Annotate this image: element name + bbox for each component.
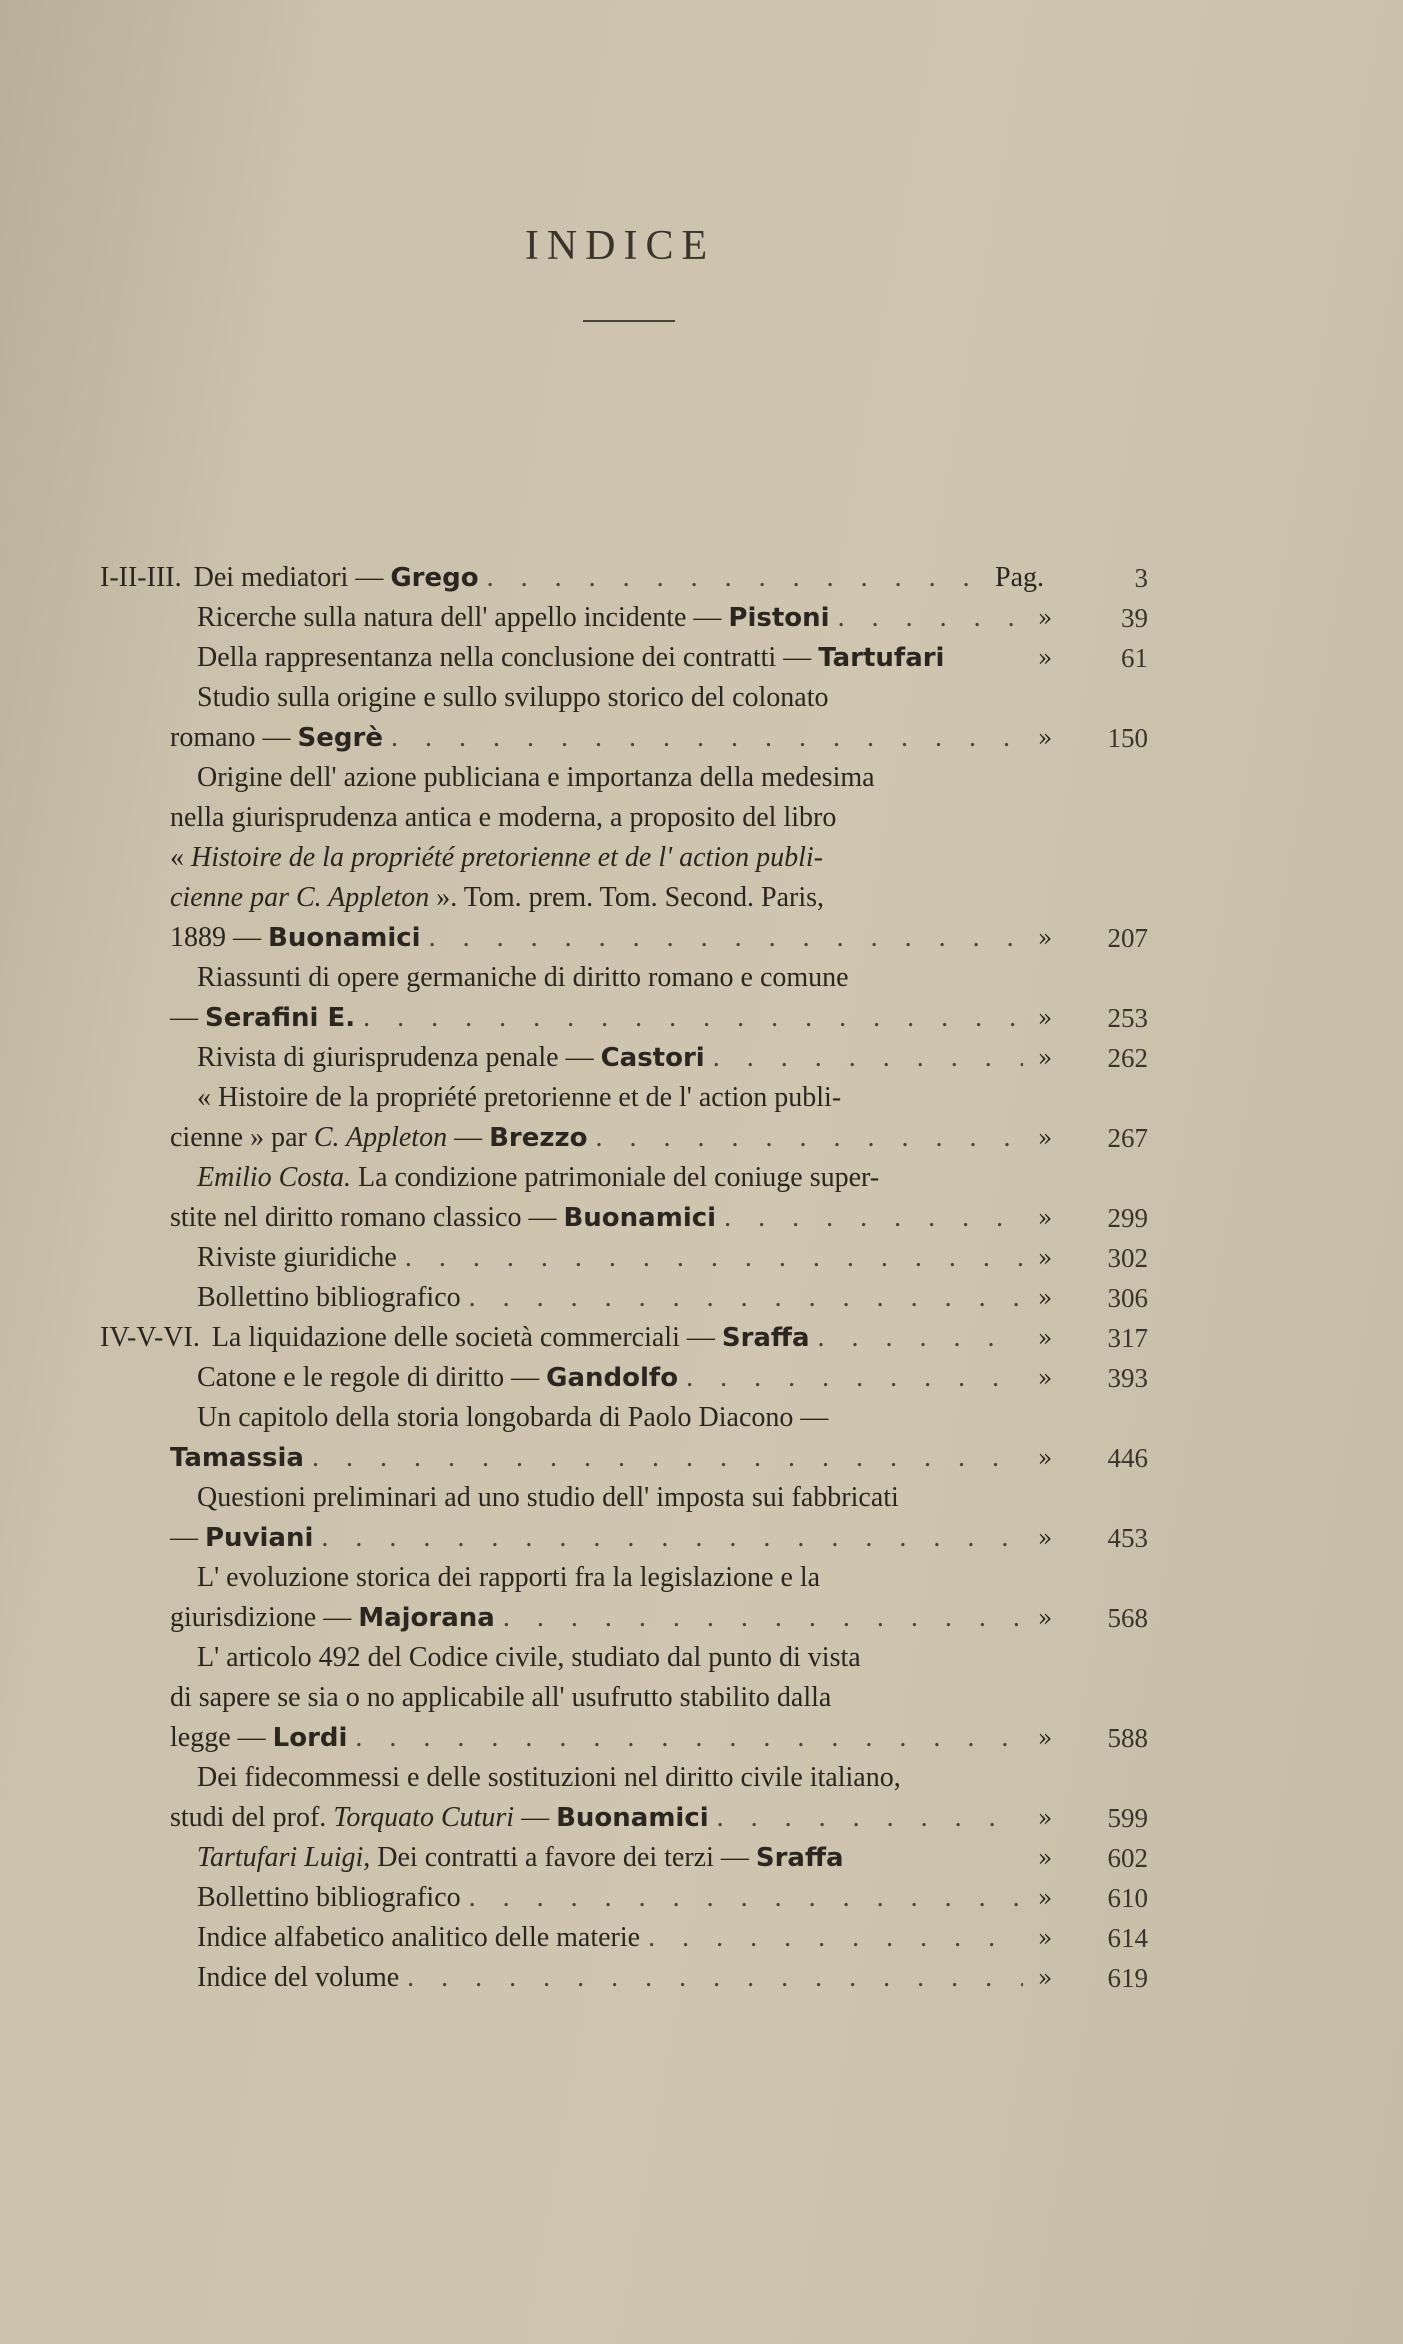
entry-title-segment: — <box>447 1122 490 1153</box>
entry-title-segment: Riassunti di opere germaniche di diritto romano e comune <box>197 962 849 993</box>
entry-title-segment: — <box>514 1802 557 1833</box>
toc-entry-text <box>197 1478 1170 1518</box>
toc-line <box>0 1478 1403 1518</box>
entry-title-segment: L' evoluzione storica dei rapporti fra la legislazione e la <box>197 1562 821 1593</box>
entry-title-segment: Origine dell' azione publiciana e importanza della medesima <box>197 762 875 793</box>
toc-line <box>0 1278 1403 1318</box>
toc-line <box>0 1598 1403 1638</box>
author-name: Serafini E. <box>205 1003 356 1033</box>
author-name: Buonamici <box>268 923 421 953</box>
toc-entry-text <box>170 1438 1023 1478</box>
author-name: Majorana <box>358 1603 495 1633</box>
ditto-mark: » <box>1037 724 1053 752</box>
page-number: 602 <box>1107 1843 1148 1873</box>
dot-leader <box>818 1318 1023 1358</box>
entry-title-segment: Questioni preliminari ad uno studio dell' imposta sui fabbricati <box>197 1482 899 1513</box>
entry-title-segment: Della rappresentanza nella conclusione dei contratti — <box>197 642 819 673</box>
ditto-mark: » <box>1037 1284 1053 1312</box>
toc-entry-text <box>197 1918 1023 1958</box>
page-number: 262 <box>1107 1043 1148 1073</box>
toc-entry-text <box>197 1078 1170 1118</box>
toc-entry-text <box>197 958 1170 998</box>
entry-title-segment: stite nel diritto romano classico — <box>170 1202 564 1233</box>
author-name: Segrè <box>297 723 383 753</box>
toc-entry-text <box>100 1318 1023 1358</box>
entry-title-segment: 1889 — <box>170 922 268 953</box>
ditto-mark: » <box>1037 1364 1053 1392</box>
ditto-mark: » <box>1037 1724 1053 1752</box>
toc-line <box>0 918 1403 958</box>
toc-entry-text <box>197 1158 1170 1198</box>
entry-title-segment: L' articolo 492 del Codice civile, studiato dal punto di vista <box>197 1642 861 1673</box>
toc-entry-text <box>197 638 1023 678</box>
toc-entry-text <box>197 758 1170 798</box>
author-name: Sraffa <box>721 1323 810 1353</box>
issue-number: I-II-III. <box>100 562 182 593</box>
author-name: Grego <box>390 563 479 593</box>
page-number: 453 <box>1107 1523 1148 1553</box>
entry-title-segment: Studio sulla origine e sullo sviluppo storico del colonato <box>197 682 829 713</box>
ditto-mark: » <box>1037 1004 1053 1032</box>
ditto-mark: » <box>1037 1884 1053 1912</box>
toc-line <box>0 638 1403 678</box>
entry-title-segment: cienne » par <box>170 1122 314 1153</box>
toc-line <box>0 1398 1403 1438</box>
toc-entry-text <box>170 838 1170 878</box>
toc-line <box>0 1798 1403 1838</box>
page-number: 619 <box>1107 1963 1148 1993</box>
entry-title-segment: La condizione patrimoniale del coniuge super- <box>351 1162 880 1193</box>
toc-line <box>0 1518 1403 1558</box>
dot-leader <box>429 918 1023 958</box>
dot-leader <box>503 1598 1023 1638</box>
entry-title-segment: Dei fidecommessi e delle sostituzioni nel diritto civile italiano, <box>197 1762 901 1793</box>
toc-line <box>0 718 1403 758</box>
author-name: Tamassia <box>170 1443 304 1473</box>
ditto-mark: » <box>1037 1124 1053 1152</box>
toc-entry-text <box>197 1358 1023 1398</box>
toc-line <box>0 678 1403 718</box>
toc-entry-text <box>170 798 1170 838</box>
toc-line <box>0 1318 1403 1358</box>
author-name: Brezzo <box>489 1123 588 1153</box>
entry-title-segment: « Histoire de la propriété pretorienne et de l' action publi- <box>197 1082 842 1113</box>
toc-entry-text <box>197 1878 1023 1918</box>
toc-line <box>0 1198 1403 1238</box>
ditto-mark: » <box>1037 924 1053 952</box>
dot-leader <box>648 1918 1023 1958</box>
toc-entry-text <box>170 1678 1170 1718</box>
toc-line <box>0 1238 1403 1278</box>
page-title: INDICE <box>524 223 716 269</box>
entry-title-segment: Emilio Costa. <box>197 1162 352 1193</box>
dot-leader <box>724 1198 1023 1238</box>
toc-entry-text <box>100 558 1023 598</box>
ditto-mark: » <box>1037 1044 1053 1072</box>
toc-entry-text <box>197 1038 1023 1078</box>
toc-line <box>0 1038 1403 1078</box>
entry-title-segment: C. Appleton <box>313 1122 448 1153</box>
dot-leader <box>355 1718 1023 1758</box>
entry-title-segment: giurisdizione — <box>170 1602 359 1633</box>
page-number: 61 <box>1121 643 1148 673</box>
ditto-mark: » <box>1037 1804 1053 1832</box>
entry-title-segment: di sapere se sia o no applicabile all' usufrutto stabilito dalla <box>170 1682 832 1713</box>
page-number: 253 <box>1107 1003 1148 1033</box>
toc-entry-text <box>197 1638 1170 1678</box>
entry-title-segment: Torquato Cuturi <box>333 1802 515 1833</box>
toc-entry-text <box>170 1798 1023 1838</box>
page-number: 568 <box>1107 1603 1148 1633</box>
ditto-mark: » <box>1037 1524 1053 1552</box>
entry-title-segment: Dei contratti a favore dei terzi — <box>370 1842 756 1873</box>
ditto-mark: » <box>1037 1324 1053 1352</box>
ditto-mark: » <box>1037 644 1053 672</box>
ditto-mark: » <box>1037 1924 1053 1952</box>
page-number: 588 <box>1107 1723 1148 1753</box>
page-number: 3 <box>1134 563 1148 593</box>
toc-line <box>0 1918 1403 1958</box>
dot-leader <box>717 1798 1023 1838</box>
entry-title-segment: Indice alfabetico analitico delle materie <box>197 1922 641 1953</box>
toc-entry-text <box>197 1558 1170 1598</box>
toc-line <box>0 1078 1403 1118</box>
dot-leader <box>469 1278 1023 1318</box>
toc-entry-text <box>170 1198 1023 1238</box>
entry-title-segment: Histoire de la propriété pretorienne et de l' action publi- <box>191 842 823 873</box>
issue-number: IV-V-VI. <box>100 1322 200 1353</box>
entry-title-segment: ». Tom. prem. Tom. Second. Paris, <box>429 882 825 913</box>
dot-leader <box>596 1118 1024 1158</box>
page-number: 267 <box>1107 1123 1148 1153</box>
toc-line <box>0 1958 1403 1998</box>
entry-title-segment: « <box>170 842 191 873</box>
table-of-contents <box>0 558 1403 1998</box>
page-number: 614 <box>1107 1923 1148 1953</box>
toc-line <box>0 1358 1403 1398</box>
toc-entry-text <box>197 678 1170 718</box>
ditto-mark: » <box>1037 1204 1053 1232</box>
page-number: 306 <box>1107 1283 1148 1313</box>
page-number: 302 <box>1107 1243 1148 1273</box>
page-number: 599 <box>1107 1803 1148 1833</box>
toc-entry-text <box>197 1758 1170 1798</box>
toc-entry-text <box>170 918 1023 958</box>
dot-leader <box>713 1038 1023 1078</box>
page-number: 207 <box>1107 923 1148 953</box>
author-name: Puviani <box>205 1523 314 1553</box>
ditto-mark: » <box>1037 1444 1053 1472</box>
page-number: 610 <box>1107 1883 1148 1913</box>
dot-leader <box>838 598 1023 638</box>
toc-line <box>0 878 1403 918</box>
author-name: Gandolfo <box>546 1363 679 1393</box>
entry-title-segment: La liquidazione delle società commerciali — <box>211 1322 722 1353</box>
toc-line <box>0 1118 1403 1158</box>
entry-title-segment: Indice del volume <box>197 1962 400 1993</box>
ditto-mark: » <box>1037 604 1053 632</box>
toc-line <box>0 1158 1403 1198</box>
title-rule <box>583 320 675 322</box>
toc-line <box>0 558 1403 598</box>
toc-line <box>0 838 1403 878</box>
entry-title-segment: Riviste giuridiche <box>197 1242 397 1273</box>
toc-line <box>0 798 1403 838</box>
entry-title-segment: Bollettino bibliografico <box>197 1282 461 1313</box>
toc-line <box>0 1878 1403 1918</box>
entry-title-segment: — <box>170 1522 205 1553</box>
page-number: 299 <box>1107 1203 1148 1233</box>
ditto-mark: » <box>1037 1964 1053 1992</box>
toc-line <box>0 1758 1403 1798</box>
page-label: Pag. <box>995 562 1044 593</box>
toc-entry-text <box>197 598 1023 638</box>
toc-line <box>0 1838 1403 1878</box>
toc-line <box>0 598 1403 638</box>
ditto-mark: » <box>1037 1604 1053 1632</box>
entry-title-segment: cienne par C. Appleton <box>170 882 430 913</box>
toc-line <box>0 758 1403 798</box>
toc-entry-text <box>170 998 1023 1038</box>
toc-line <box>0 958 1403 998</box>
dot-leader <box>321 1518 1023 1558</box>
toc-entry-text <box>197 1838 1023 1878</box>
dot-leader <box>405 1238 1023 1278</box>
toc-entry-text <box>197 1278 1023 1318</box>
toc-line <box>0 1718 1403 1758</box>
author-name: Tartufari <box>818 643 945 673</box>
entry-title-segment: romano — <box>170 722 298 753</box>
toc-line <box>0 1438 1403 1478</box>
ditto-mark: » <box>1037 1844 1053 1872</box>
entry-title-segment: studi del prof. <box>170 1802 334 1833</box>
author-name: Buonamici <box>563 1203 717 1233</box>
dot-leader <box>363 998 1023 1038</box>
toc-entry-text <box>170 878 1170 918</box>
entry-title-segment: Ricerche sulla natura dell' appello incidente — <box>197 602 729 633</box>
author-name: Lordi <box>272 1723 348 1753</box>
toc-entry-text <box>170 1598 1023 1638</box>
entry-title-segment: — <box>170 1002 205 1033</box>
toc-entry-text <box>170 718 1023 758</box>
page-number: 446 <box>1107 1443 1148 1473</box>
toc-entry-text <box>170 1518 1023 1558</box>
toc-entry-text <box>197 1958 1023 1998</box>
toc-entry-text <box>170 1718 1023 1758</box>
dot-leader <box>469 1878 1023 1918</box>
page-number: 150 <box>1107 723 1148 753</box>
toc-line <box>0 1678 1403 1718</box>
author-name: Pistoni <box>728 603 830 633</box>
toc-entry-text <box>197 1398 1170 1438</box>
page-number: 317 <box>1107 1323 1148 1353</box>
author-name: Sraffa <box>755 1843 844 1873</box>
dot-leader <box>407 1958 1023 1998</box>
toc-entry-text <box>170 1118 1023 1158</box>
toc-line <box>0 998 1403 1038</box>
page-number: 39 <box>1121 603 1148 633</box>
ditto-mark: » <box>1037 1244 1053 1272</box>
entry-title-segment: legge — <box>170 1722 273 1753</box>
toc-line <box>0 1638 1403 1678</box>
dot-leader <box>312 1438 1023 1478</box>
entry-title-segment: Catone e le regole di diritto — <box>197 1362 547 1393</box>
dot-leader <box>391 718 1023 758</box>
dot-leader <box>487 558 1023 598</box>
author-name: Buonamici <box>556 1803 709 1833</box>
toc-entry-text <box>197 1238 1023 1278</box>
entry-title-segment: Dei mediatori — <box>193 562 391 593</box>
author-name: Castori <box>600 1043 705 1073</box>
entry-title-segment: nella giurisprudenza antica e moderna, a proposito del libro <box>170 802 837 833</box>
dot-leader <box>686 1358 1023 1398</box>
entry-title-segment: Rivista di giurisprudenza penale — <box>197 1042 601 1073</box>
page-number: 393 <box>1107 1363 1148 1393</box>
entry-title-segment: Bollettino bibliografico <box>197 1882 461 1913</box>
toc-line <box>0 1558 1403 1598</box>
entry-title-segment: Un capitolo della storia longobarda di Paolo Diacono — <box>197 1402 829 1433</box>
entry-title-segment: Tartufari Luigi, <box>197 1842 371 1873</box>
